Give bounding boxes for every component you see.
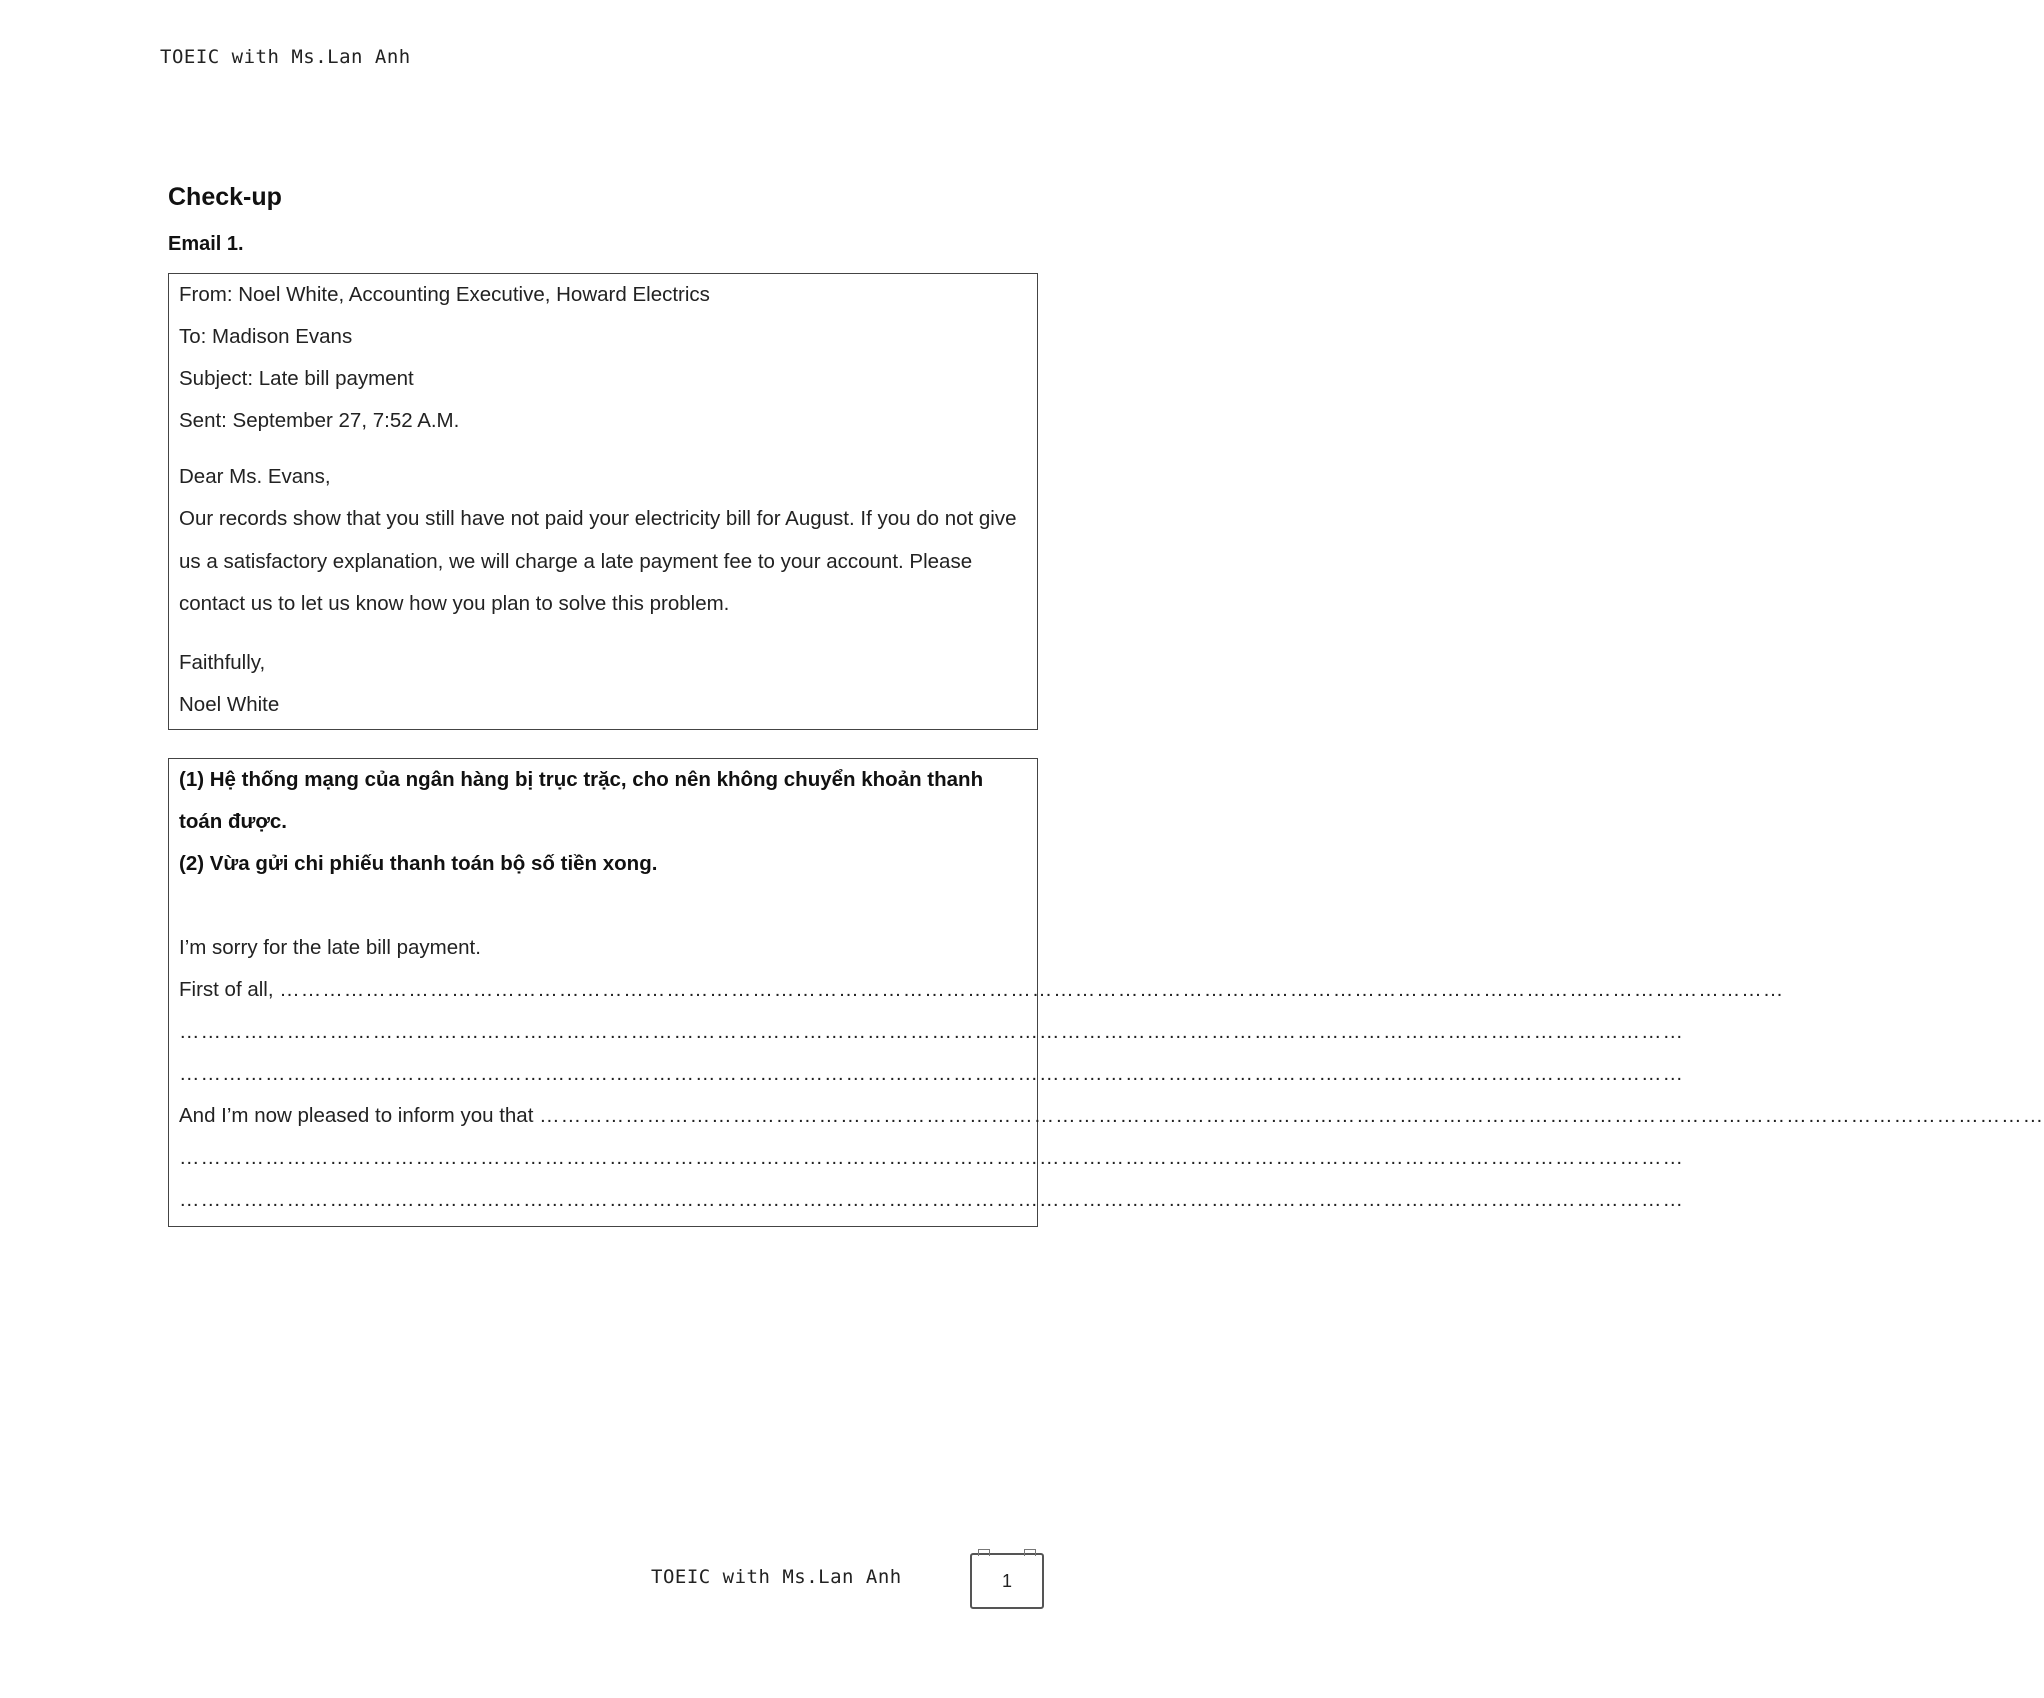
email-label: Email 1. (168, 233, 244, 255)
email-to: To: Madison Evans (179, 325, 353, 348)
email-signature: Noel White (179, 692, 280, 716)
page-footer: TOEIC with Ms.Lan Anh (651, 1566, 902, 1588)
prompt-1: (1) Hệ thống mạng của ngân hàng bị trục trặc, cho nên không chuyển khoản thanh toán được. (179, 768, 984, 833)
answer-line-2[interactable] (179, 1011, 1684, 1053)
answer-line-1[interactable] (179, 969, 1785, 1011)
page-header: TOEIC with Ms.Lan Anh (160, 46, 411, 68)
pleased-label: And I’m now pleased to inform you that (179, 1104, 540, 1127)
answer-line-3[interactable] (179, 1053, 1684, 1095)
fill-dots[interactable]: ………………………………………………………………………………………………………………………………………………………………………………………… (179, 1188, 1684, 1211)
email-body: Our records show that you still have not paid your electricity bill for August. If you do not give us a satisfactory explanation, we will charge a late payment fee to your account. Please contact us to let us know how you plan to solve this problem. (179, 507, 1017, 615)
answer-line-4[interactable] (179, 1095, 2044, 1137)
first-of-all-label: First of all, (179, 978, 280, 1001)
fill-dots[interactable]: ………………………………………………………………………………………………………………………………………………………………………………………… (179, 1062, 1684, 1085)
fill-dots[interactable]: ………………………………………………………………………………………………………………………………………………………………………………………… (179, 1146, 1684, 1169)
section-title: Check-up (168, 183, 282, 211)
fill-dots[interactable]: ………………………………………………………………………………………………………………………………………………………………………………………… (179, 1020, 1684, 1043)
email-box (168, 273, 1038, 730)
page-number-box (970, 1553, 1044, 1609)
email-subject: Subject: Late bill payment (179, 367, 414, 390)
email-from: From: Noel White, Accounting Executive, Howard Electrics (179, 283, 710, 306)
answer-opening: I’m sorry for the late bill payment. (179, 936, 481, 959)
page-number: 1 (1001, 1570, 1012, 1591)
email-closing: Faithfully, (179, 650, 266, 674)
email-sent: Sent: September 27, 7:52 A.M. (179, 409, 460, 432)
answer-line-6[interactable] (179, 1179, 1684, 1221)
fill-dots[interactable]: ………………………………………………………………………………………………………………………………………………………………………………………… (539, 1104, 2044, 1127)
answer-box (168, 758, 2044, 1227)
fill-dots[interactable]: ………………………………………………………………………………………………………………………………………………………………………………………… (279, 978, 1785, 1001)
answer-line-5[interactable] (179, 1137, 1684, 1179)
email-greeting: Dear Ms. Evans, (179, 465, 331, 488)
prompt-2: (2) Vừa gửi chi phiếu thanh toán bộ số tiền xong. (179, 852, 658, 875)
